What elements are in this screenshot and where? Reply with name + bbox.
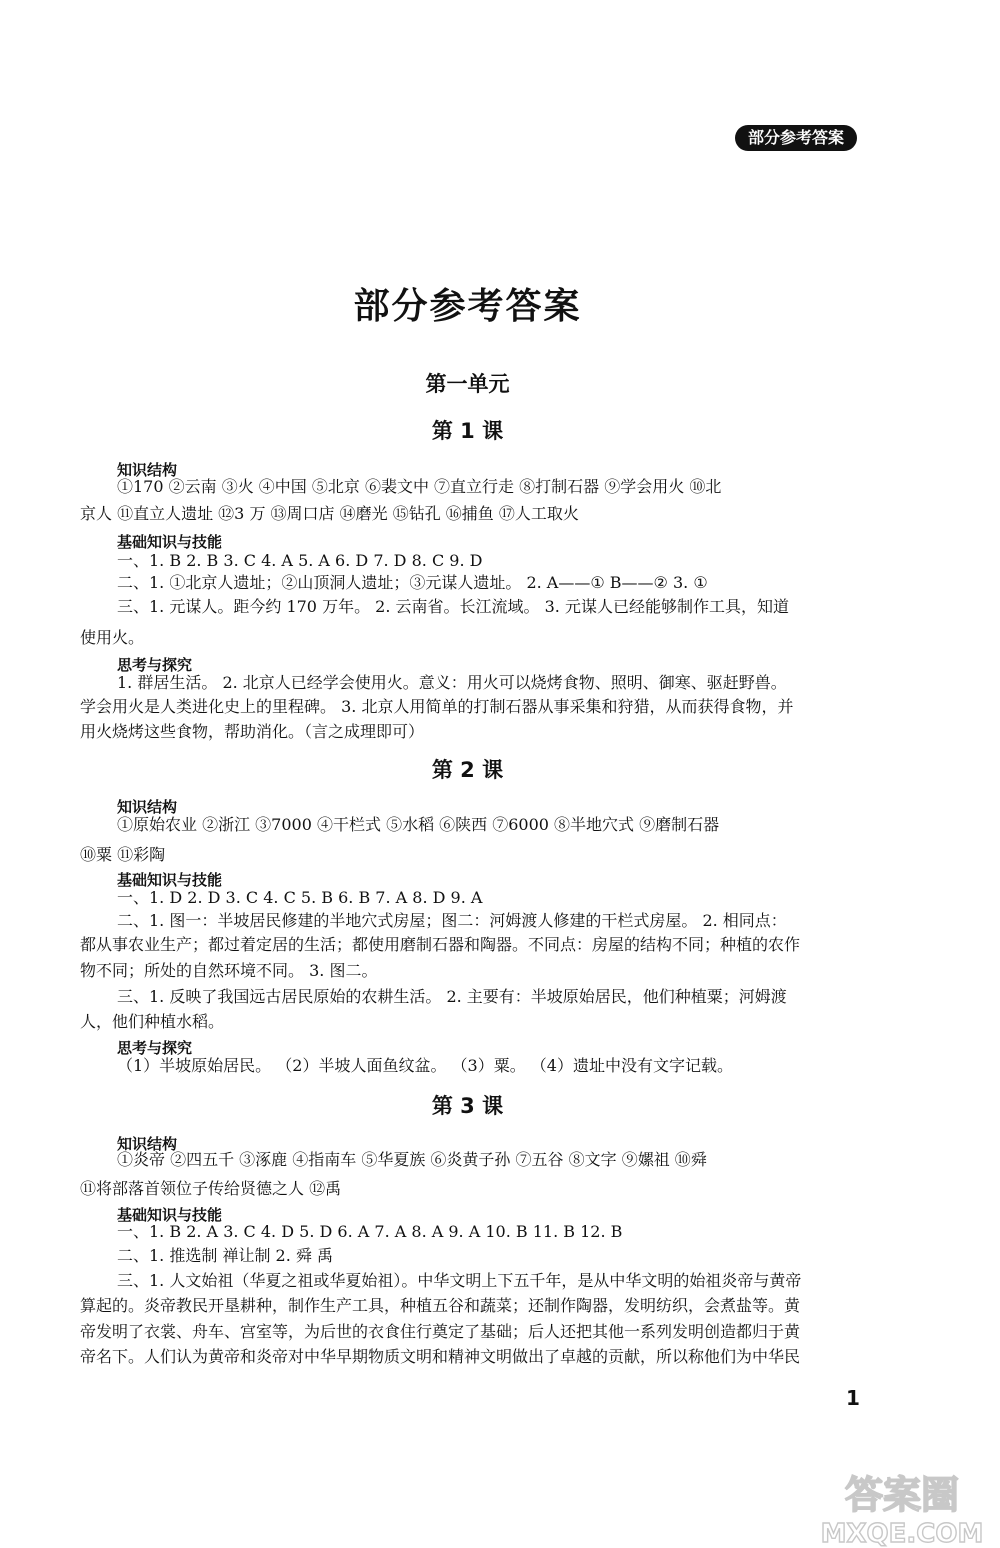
lesson-1-explore-line-2: 学会用火是人类进化史上的里程碑。 3. 北京人用简单的打制石器从事采集和狩猎，从而获得食物，并 xyxy=(80,697,794,716)
lesson-1-basic-line-1: 一、1. B 2. B 3. C 4. A 5. A 6. D 7. D 8. C 9. D xyxy=(117,551,483,570)
lesson-3-basic-line-4: 算起的。炎帝教民开垦耕种，制作生产工具，种植五谷和蔬菜；还制作陶器，发明纺织，会煮盐等。黄 xyxy=(80,1296,801,1315)
lesson-2-basic-line-5: 三、1. 反映了我国远古居民原始的农耕生活。 2. 主要有：半坡原始居民，他们种植粟；河姆渡 xyxy=(117,987,787,1006)
lesson-3-basic-line-5: 帝发明了衣裳、舟车、宫室等，为后世的衣食住行奠定了基础；后人还把其他一系列发明创造都归于黄 xyxy=(80,1322,801,1341)
lesson-2-basic-heading: 基础知识与技能 xyxy=(117,871,223,889)
lesson-3-structure-line-2: ⑪将部落首领位子传给贤德之人 ⑫禹 xyxy=(80,1179,342,1198)
lesson-1-title: 第 1 课 xyxy=(431,419,504,443)
lesson-1-explore-line-3: 用火烧烤这些食物，帮助消化。（言之成理即可） xyxy=(80,722,425,741)
lesson-2-basic-line-2: 二、1. 图一：半坡居民修建的半地穴式房屋；图二：河姆渡人修建的干栏式房屋。 2. 相同点： xyxy=(117,911,787,930)
header-badge: 部分参考答案 xyxy=(735,125,857,151)
lesson-1-basic-line-4: 使用火。 xyxy=(80,628,145,647)
lesson-2-basic-line-6: 人，他们种植水稻。 xyxy=(80,1012,225,1031)
page-number: 1 xyxy=(846,1386,860,1410)
watermark-text-en: MXQE.COM xyxy=(820,1519,984,1548)
lesson-3-basic-heading: 基础知识与技能 xyxy=(117,1206,223,1224)
lesson-3-structure-heading: 知识结构 xyxy=(117,1135,178,1153)
lesson-1-structure-line-2: 京人 ⑪直立人遗址 ⑫3 万 ⑬周口店 ⑭磨光 ⑮钻孔 ⑯捕鱼 ⑰人工取火 xyxy=(80,504,579,523)
lesson-2-explore-heading: 思考与探究 xyxy=(117,1039,193,1057)
lesson-1-basic-line-2: 二、1. ①北京人遗址；②山顶洞人遗址；③元谋人遗址。 2. A——① B——② 3. ① xyxy=(117,573,708,592)
lesson-1-structure-heading: 知识结构 xyxy=(117,461,178,479)
lesson-3-title: 第 3 课 xyxy=(431,1094,504,1118)
lesson-3-structure-line-1: ①炎帝 ②四五千 ③涿鹿 ④指南车 ⑤华夏族 ⑥炎黄子孙 ⑦五谷 ⑧文字 ⑨嫘祖 ⑩舜 xyxy=(117,1150,707,1169)
lesson-1-basic-heading: 基础知识与技能 xyxy=(117,533,223,551)
watermark-text-cn: 答案圈 xyxy=(844,1473,960,1517)
lesson-1-explore-heading: 思考与探究 xyxy=(117,656,193,674)
lesson-1-explore-line-1: 1. 群居生活。 2. 北京人已经学会使用火。意义：用火可以烧烤食物、照明、御寒、驱赶野兽。 xyxy=(117,673,787,692)
lesson-2-title: 第 2 课 xyxy=(431,758,504,782)
unit-title: 第一单元 xyxy=(425,372,510,396)
page-title: 部分参考答案 xyxy=(353,286,582,327)
lesson-1-structure-line-1: ①170 ②云南 ③火 ④中国 ⑤北京 ⑥裴文中 ⑦直立行走 ⑧打制石器 ⑨学会用火 ⑩北 xyxy=(117,477,722,496)
lesson-2-basic-line-4: 物不同；所处的自然环境不同。 3. 图二。 xyxy=(80,961,378,980)
lesson-2-explore-line-1: （1）半坡原始居民。 （2）半坡人面鱼纹盆。 （3）粟。 （4）遗址中没有文字记载。 xyxy=(117,1056,733,1075)
lesson-2-structure-line-2: ⑩粟 ⑪彩陶 xyxy=(80,845,166,864)
lesson-2-structure-line-1: ①原始农业 ②浙江 ③7000 ④干栏式 ⑤水稻 ⑥陕西 ⑦6000 ⑧半地穴式 ⑨磨制石器 xyxy=(117,815,720,834)
lesson-2-structure-heading: 知识结构 xyxy=(117,798,178,816)
lesson-3-basic-line-2: 二、1. 推选制 禅让制 2. 舜 禹 xyxy=(117,1246,333,1265)
lesson-1-basic-line-3: 三、1. 元谋人。距今约 170 万年。 2. 云南省。长江流域。 3. 元谋人已经能够制作工具，知道 xyxy=(117,597,789,616)
lesson-3-basic-line-6: 帝名下。人们认为黄帝和炎帝对中华早期物质文明和精神文明做出了卓越的贡献，所以称他们为中华民 xyxy=(80,1347,801,1366)
lesson-3-basic-line-3: 三、1. 人文始祖（华夏之祖或华夏始祖）。中华文明上下五千年，是从中华文明的始祖炎帝与黄帝 xyxy=(117,1271,802,1290)
lesson-2-basic-line-1: 一、1. D 2. D 3. C 4. C 5. B 6. B 7. A 8. D 9. A xyxy=(117,888,483,907)
watermark-logo xyxy=(812,1464,992,1548)
lesson-3-basic-line-1: 一、1. B 2. A 3. C 4. D 5. D 6. A 7. A 8. A 9. A 10. B 11. B 12. B xyxy=(117,1222,623,1241)
lesson-2-basic-line-3: 都从事农业生产；都过着定居的生活；都使用磨制石器和陶器。不同点：房屋的结构不同；种植的农作 xyxy=(80,935,801,954)
